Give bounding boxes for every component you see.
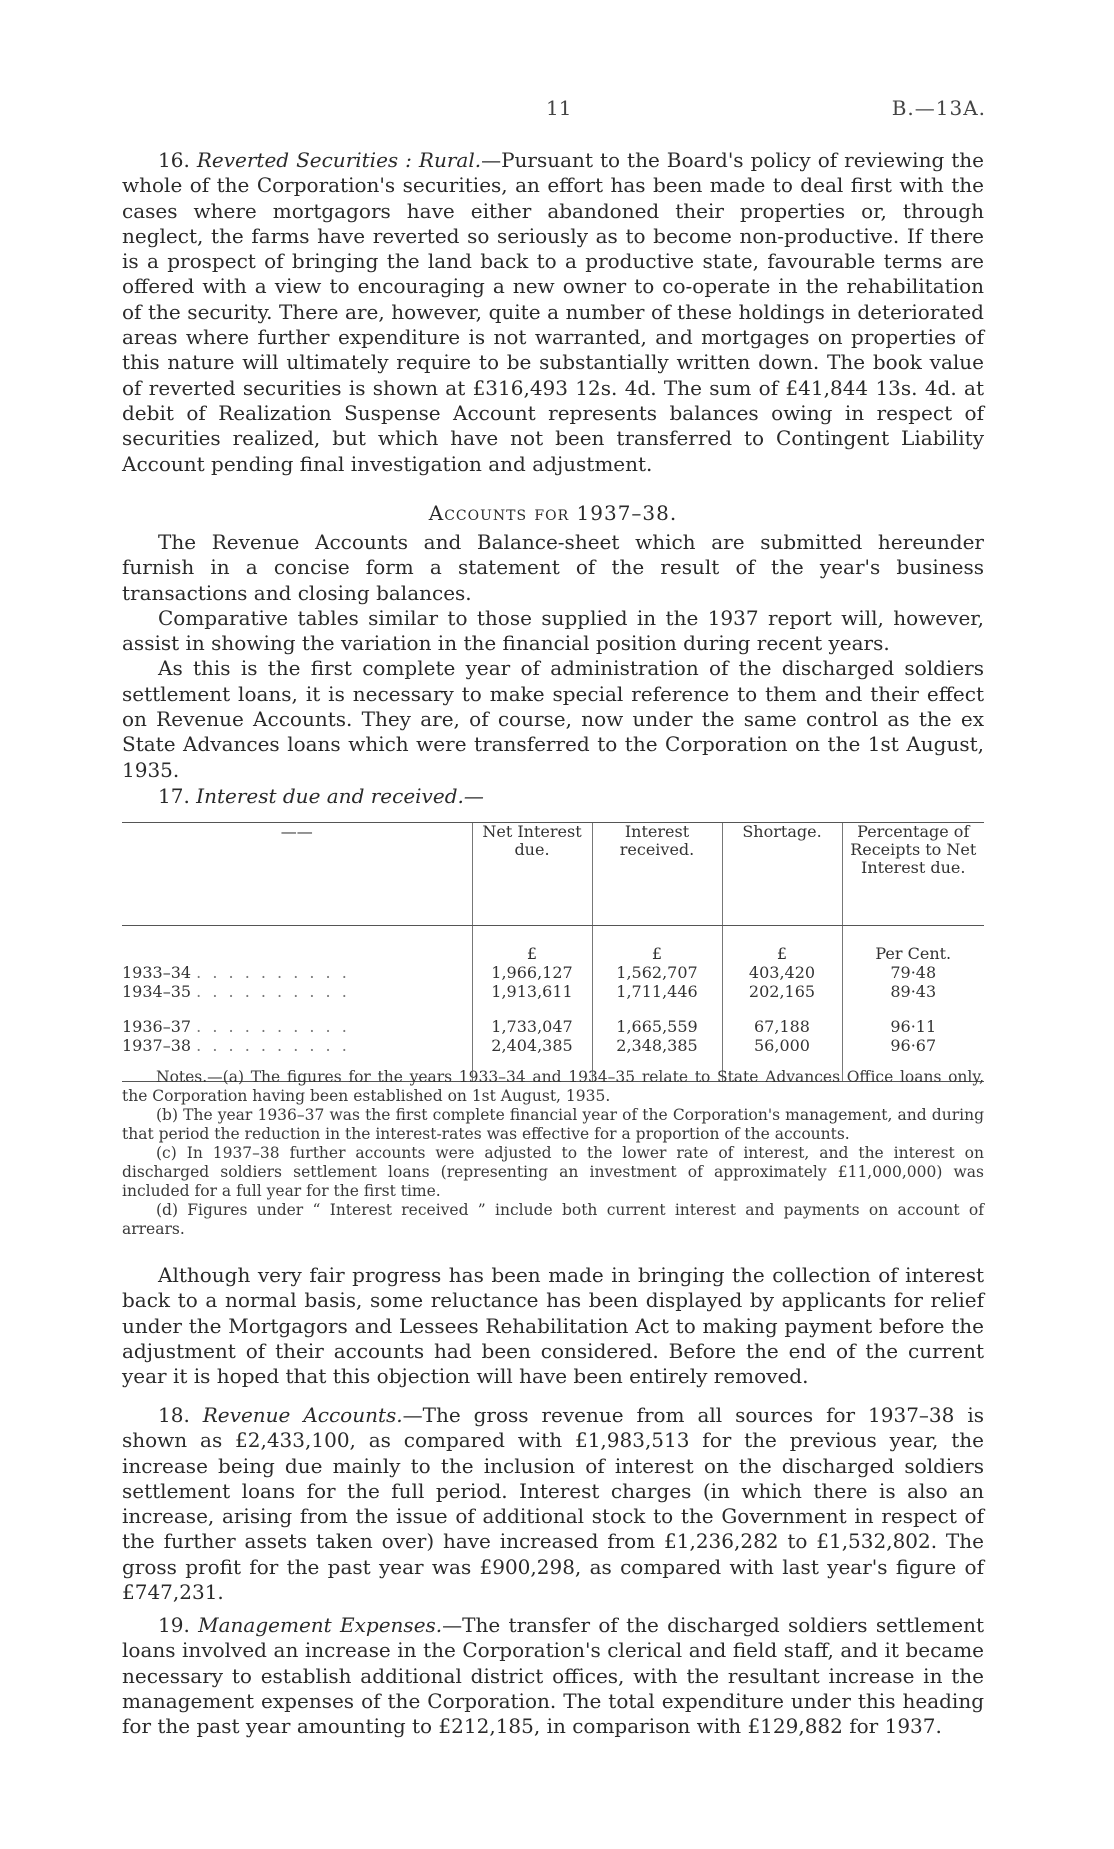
- cell-interest-received: 2,348,385: [592, 1036, 722, 1055]
- section-16-body: —Pursuant to the Board's policy of reviewing the whole of the Corporation's securities, an effort has been made to deal first with the cases where mortgagors have either abandoned their properties or, through neglect, the farms have reverted so seriously as to become non-productive. If there is a prospect of bringing the land back to a productive state, favourable terms are offered with a view to encouraging a new owner to co-operate in the rehabilitation of the security. There are, however, quite a number of these holdings in deteriorated areas where further expenditure is not warranted, and mortgages on properties of this nature will ultimately require to be substantially written down. The book value of reverted securities is shown at £316,493 12s. 4d. The sum of £41,844 13s. 4d. at debit of Realization Suspense Account represents balances owing in respect of securities realized, but which have not been transferred to Contingent Liability Account pending final investigation and adjustment.: [122, 148, 985, 476]
- section-18-body: —The gross revenue from all sources for 1937–38 is shown as £2,433,100, as compared with £1,983,513 for the previous year, the increase being due mainly to the inclusion of interest on the discharged soldiers settlement loans for the full period. Interest charges (in which there is also an increase, arising from the issue of additional stock to the Government in respect of the further assets taken over) have increased from £1,236,282 to £1,532,802. The gross profit for the past year was £900,298, as compared with last year's figure of £747,231.: [122, 1403, 984, 1605]
- cell-interest-received: 1,711,446: [592, 982, 722, 1001]
- accounts-paragraph-3: As this is the first complete year of administration of the discharged soldiers settlement loans, it is necessary to make special reference to them and their effect on Revenue Accounts. They are, of course, now under the same control as the ex State Advances loans which were transferred to the Corporation on the 1st August, 1935.: [122, 656, 984, 782]
- section-17-heading: Interest due and received.—: [196, 784, 484, 808]
- cell-percentage: 96·11: [842, 1017, 984, 1036]
- column-header-net-interest: Net Interest due.: [472, 823, 592, 926]
- table-spacer-row: [122, 926, 984, 944]
- section-16-number: 16.: [158, 148, 190, 172]
- section-19: [122, 1613, 984, 1739]
- cell-shortage: 403,420: [722, 963, 842, 982]
- cell-net-interest-due: 2,404,385: [472, 1036, 592, 1055]
- unit-shortage: £: [722, 944, 842, 963]
- accounts-heading: Accounts for 1937–38.: [428, 501, 678, 525]
- section-16-heading: Reverted Securities : Rural.: [196, 148, 482, 172]
- note-b: (b) The year 1936–37 was the first complete financial year of the Corporation's management, and during that period the reduction in the interest-rates was effective for a proportion of the accounts.: [122, 1106, 984, 1143]
- table-spacer-row: [122, 1001, 984, 1017]
- cell-net-interest-due: 1,913,611: [472, 982, 592, 1001]
- accounts-paragraph-1: The Revenue Accounts and Balance-sheet which are submitted hereunder furnish in a concise form a statement of the result of the year's business transactions and closing balances.: [122, 530, 984, 605]
- cell-shortage: 202,165: [722, 982, 842, 1001]
- document-reference: B.—13A.: [891, 96, 986, 120]
- table-units-row: [122, 944, 984, 963]
- cell-shortage: 56,000: [722, 1036, 842, 1055]
- section-16: [122, 148, 984, 477]
- row-period: 1937–38: [122, 1035, 192, 1055]
- note-c: (c) In 1937–38 further accounts were adjusted to the lower rate of interest, and the interest on discharged soldiers settlement loans (representing an investment of approximately £11,000,000) was included for a full year for the first time.: [122, 1144, 984, 1200]
- table-row: [122, 963, 984, 982]
- table-header-row: [122, 823, 984, 926]
- row-period: 1934–35: [122, 981, 192, 1001]
- cell-interest-received: 1,665,559: [592, 1017, 722, 1036]
- cell-shortage: 67,188: [722, 1017, 842, 1036]
- accounts-paragraphs: [122, 530, 984, 783]
- table-row: [122, 1036, 984, 1055]
- note-a: Notes.—(a) The figures for the years 1933–34 and 1934–35 relate to State Advances Office loans only, the Corporation having been established on 1st August, 1935.: [122, 1068, 984, 1105]
- accounts-section: [122, 501, 984, 525]
- unit-interest-received: £: [592, 944, 722, 963]
- row-leader-dots: . . . . . . . . . .: [196, 1016, 350, 1036]
- row-period: 1936–37: [122, 1016, 192, 1036]
- section-17-number: 17.: [158, 784, 190, 808]
- row-period: 1933–34: [122, 962, 192, 982]
- unit-percentage: Per Cent.: [842, 944, 984, 963]
- section-19-body: —The transfer of the discharged soldiers settlement loans involved an increase in the Corporation's clerical and field staff, and it became necessary to establish additional district offices, with the resultant increase in the management expenses of the Corporation. The total expenditure under this heading for the past year amounting to £212,185, in comparison with £129,882 for 1937.: [122, 1613, 984, 1739]
- unit-net-interest: £: [472, 944, 592, 963]
- row-leader-dots: . . . . . . . . . .: [196, 1035, 350, 1055]
- table-notes: [122, 1068, 984, 1239]
- row-leader-dots: . . . . . . . . . .: [196, 981, 350, 1001]
- section-18-heading: Revenue Accounts.: [202, 1403, 403, 1427]
- after-notes-paragraph: Although very fair progress has been made in bringing the collection of interest back to a normal basis, some reluctance has been displayed by applicants for relief under the Mortgagors and Lessees Rehabilitation Act to making payment before the adjustment of their accounts had been considered. Before the end of the current year it is hoped that this objection will have been entirely removed.: [122, 1263, 984, 1389]
- accounts-paragraph-2: Comparative tables similar to those supplied in the 1937 report will, however, assist in showing the variation in the financial position during recent years.: [122, 605, 984, 656]
- cell-net-interest-due: 1,733,047: [472, 1017, 592, 1036]
- section-18: [122, 1403, 984, 1605]
- section-18-paragraph: [122, 1403, 984, 1605]
- row-leader-dots: . . . . . . . . . .: [196, 962, 350, 982]
- section-19-paragraph: [122, 1613, 984, 1739]
- table-row: [122, 982, 984, 1001]
- section-19-heading: Management Expenses.: [198, 1613, 443, 1637]
- column-header-period: ——: [122, 823, 472, 926]
- cell-percentage: 89·43: [842, 982, 984, 1001]
- page-number: 11: [546, 96, 572, 120]
- after-notes-section: [122, 1263, 984, 1389]
- section-17: [122, 784, 984, 809]
- section-16-paragraph: [122, 148, 984, 477]
- section-17-title: [122, 784, 984, 809]
- note-d: (d) Figures under “ Interest received ” include both current interest and payments on account of arrears.: [122, 1201, 984, 1238]
- cell-percentage: 96·67: [842, 1036, 984, 1055]
- section-19-number: 19.: [158, 1613, 190, 1637]
- column-header-interest-received: Interest received.: [592, 823, 722, 926]
- cell-interest-received: 1,562,707: [592, 963, 722, 982]
- cell-net-interest-due: 1,966,127: [472, 963, 592, 982]
- column-header-shortage: Shortage.: [722, 823, 842, 926]
- cell-percentage: 79·48: [842, 963, 984, 982]
- section-18-number: 18.: [158, 1403, 190, 1427]
- column-header-percentage: Percentage of Receipts to Net Interest due.: [842, 823, 984, 926]
- interest-table: [122, 822, 984, 1082]
- table-row: [122, 1017, 984, 1036]
